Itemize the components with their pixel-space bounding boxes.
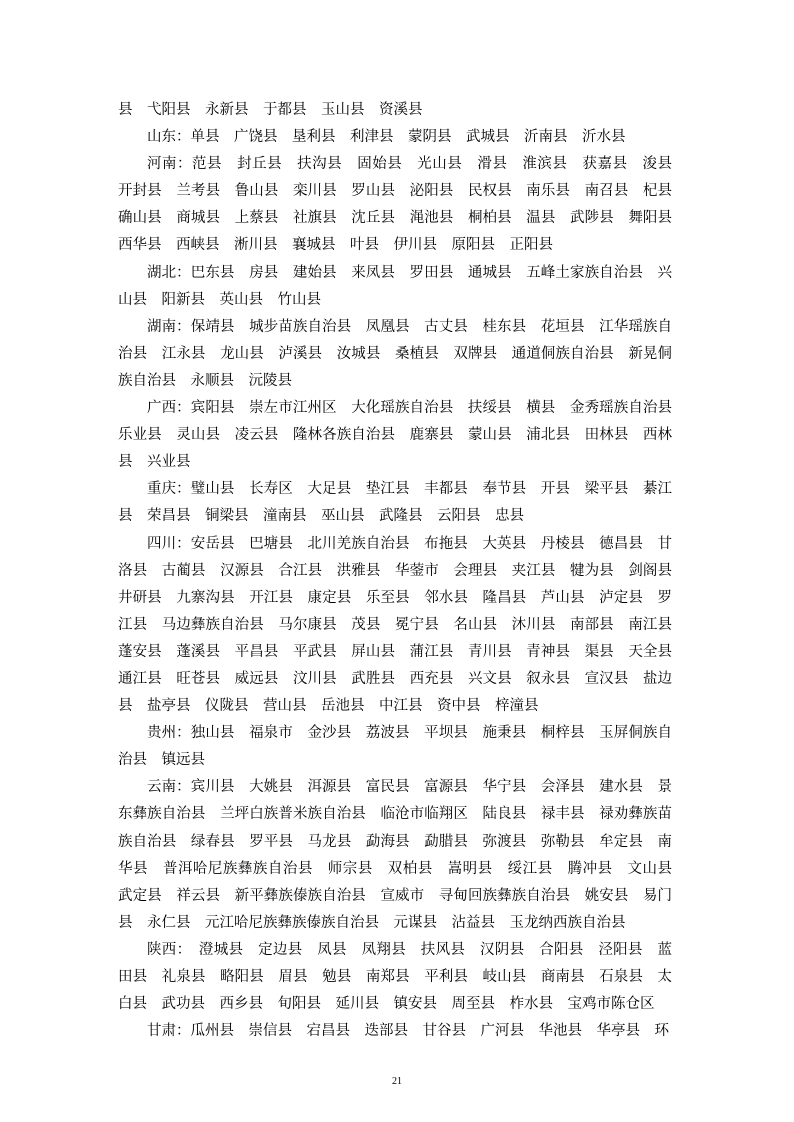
page-number: 21 [392,1076,402,1087]
paragraph-guangxi: 广西：宾阳县 崇左市江州区 大化瑶族自治县 扶绥县 横县 金秀瑶族自治县 乐业县 灵山县 凌云县 隆林各族自治县 鹿寨县 蒙山县 浦北县 田林县 西林县 兴业县 [118,400,687,471]
paragraph-hunan: 湖南：保靖县 城步苗族自治县 凤凰县 古丈县 桂东县 花垣县 江华瑶族自治县 江永县 龙山县 泸溪县 汝城县 桑植县 双牌县 通道侗族自治县 新晃侗族自治县 永顺县 沅陵县 [118,318,672,389]
paragraph-henan: 河南：范县 封丘县 扶沟县 固始县 光山县 滑县 淮滨县 获嘉县 浚县 开封县 兰考县 鲁山县 栾川县 罗山县 泌阳县 民权县 南乐县 南召县 杞县 确山县 商城县 上蔡县 社旗县 沈丘县 渑池县 桐柏县 温县 武陟县 舞阳县 西华县 西峡县 淅川县 襄城县 叶县 伊川县 原阳县 正阳县 [118,156,687,254]
paragraph-guizhou: 贵州：独山县 福泉市 金沙县 荔波县 平坝县 施秉县 桐梓县 玉屏侗族自治县 镇远县 [118,725,672,769]
paragraph-gansu: 甘肃：瓜州县 崇信县 宕昌县 迭部县 甘谷县 广河县 华池县 华亭县 环 [147,1023,669,1040]
paragraph-chongqing: 重庆：璧山县 长寿区 大足县 垫江县 丰都县 奉节县 开县 梁平县 綦江县 荣昌县 铜梁县 潼南县 巫山县 武隆县 云阳县 忠县 [118,481,672,525]
paragraph-yunnan: 云南：宾川县 大姚县 洱源县 富民县 富源县 华宁县 会泽县 建水县 景东彝族自治县 兰坪白族普米族自治县 临沧市临翔区 陆良县 禄丰县 禄劝彝族苗族自治县 绿春县 罗平县 马龙县 勐海县 勐腊县 弥渡县 弥勒县 牟定县 南华县 普洱哈尼族彝族自治县 师宗县 双柏县 嵩明县 绥江县 腾冲县 文山县 武定县 祥云县 新平彝族傣族自治县 宣威市 寻甸回族彝族自治县 姚安县 易门县 永仁县 元江哈尼族彝族傣族自治县 元谋县 沾益县 玉龙纳西族自治县 [118,779,687,931]
paragraph-shaanxi: 陕西： 澄城县 定边县 凤县 凤翔县 扶风县 汉阴县 合阳县 泾阳县 蓝田县 礼泉县 略阳县 眉县 勉县 南郑县 平利县 岐山县 商南县 石泉县 太白县 武功县 西乡县 旬阳县 延川县 镇安县 周至县 柞水县 宝鸡市陈仓区 [118,941,672,1013]
paragraph-hubei: 湖北：巴东县 房县 建始县 来凤县 罗田县 通城县 五峰土家族自治县 兴山县 阳新县 英山县 竹山县 [118,264,672,308]
paragraph-shandong: 山东：单县 广饶县 垦利县 利津县 蒙阴县 武城县 沂南县 沂水县 [147,129,626,146]
document-body [118,97,687,1045]
paragraph-jiangxi-continued: 县 弋阳县 永新县 于都县 玉山县 资溪县 [118,102,423,118]
paragraph-sichuan: 四川：安岳县 巴塘县 北川羌族自治县 布拖县 大英县 丹棱县 德昌县 甘洛县 古蔺县 汉源县 合江县 洪雅县 华蓥市 会理县 夹江县 犍为县 剑阁县 井研县 九寨沟县 开江县 康定县 乐至县 邻水县 隆昌县 芦山县 泸定县 罗江县 马边彝族自治县 马尔康县 茂县 冕宁县 名山县 沐川县 南部县 南江县 蓬安县 蓬溪县 平昌县 平武县 屏山县 蒲江县 青川县 青神县 渠县 天全县 通江县 旺苍县 威远县 汶川县 武胜县 西充县 兴文县 叙永县 宣汉县 盐边县 盐亭县 仪陇县 营山县 岳池县 中江县 资中县 梓潼县 [118,535,687,715]
